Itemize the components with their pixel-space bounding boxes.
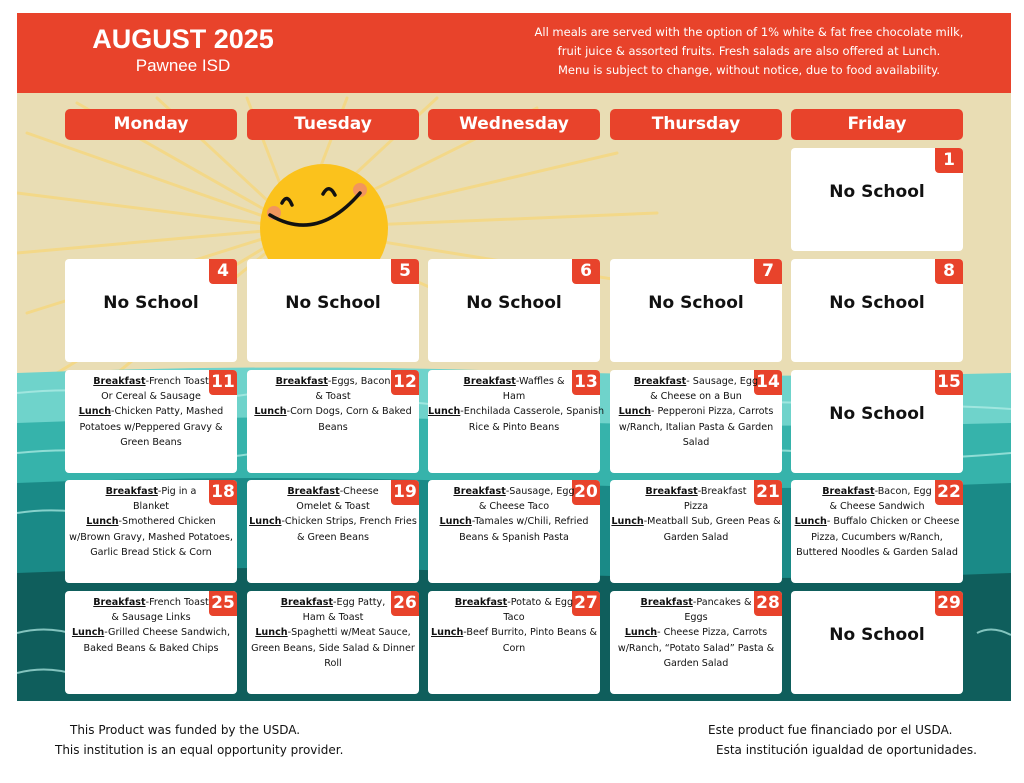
day-number: 12	[391, 370, 419, 395]
lunch-text: Potatoes w/Peppered Gravy &	[79, 421, 223, 433]
menu-text	[247, 374, 419, 435]
no-school-label: No School	[285, 293, 381, 313]
lunch-text: -Smothered Chicken	[118, 516, 216, 528]
calendar-day	[610, 259, 782, 362]
breakfast-label: Breakfast	[287, 486, 340, 497]
day-number: 29	[935, 591, 963, 616]
lunch-label: Lunch	[249, 516, 282, 528]
day-number: 8	[935, 259, 963, 284]
lunch-text: -Spaghetti w/Meat Sauce,	[287, 627, 411, 639]
breakfast-text: Taco	[503, 612, 525, 624]
breakfast-text: -Breakfast	[697, 486, 747, 497]
menu-text	[428, 374, 605, 435]
breakfast-text: Omelet & Toast	[296, 501, 370, 513]
breakfast-text: - Sausage, Egg	[686, 376, 759, 387]
calendar-day	[791, 148, 963, 251]
lunch-text: Rice & Pinto Beans	[468, 421, 560, 433]
lunch-text: -Corn Dogs, Corn & Baked	[286, 406, 412, 418]
lunch-text: -Grilled Cheese Sandwich,	[104, 627, 231, 639]
lunch-text: w/Ranch, Italian Pasta & Garden	[618, 421, 774, 433]
day-number: 26	[391, 591, 419, 616]
breakfast-label: Breakfast	[275, 376, 328, 387]
day-number: 11	[209, 370, 237, 395]
breakfast-label: Breakfast	[454, 597, 508, 608]
notice-line: fruit juice & assorted fruits. Fresh salads are also offered at Lunch.	[557, 44, 941, 58]
calendar-day	[65, 259, 237, 362]
lunch-text: Baked Beans & Baked Chips	[83, 642, 219, 654]
lunch-text: - Pepperoni Pizza, Carrots	[650, 406, 774, 418]
breakfast-text: & Cheese Taco	[478, 501, 550, 513]
no-school-label: No School	[829, 293, 925, 313]
day-number: 28	[754, 591, 782, 616]
day-number: 5	[391, 259, 419, 284]
day-header-tuesday: Tuesday	[247, 109, 419, 140]
district-name: Pawnee ISD	[135, 56, 231, 75]
footer-usda-en: This Product was funded by the USDA.	[70, 723, 301, 737]
calendar-day	[65, 591, 237, 694]
breakfast-text: Ham & Toast	[302, 612, 364, 624]
breakfast-text: & Cheese Sandwich	[829, 501, 925, 513]
day-number: 1	[935, 148, 963, 173]
calendar-day	[247, 370, 419, 473]
day-number: 6	[572, 259, 600, 284]
page-title: AUGUST 2025	[92, 24, 274, 54]
no-school-label: No School	[648, 293, 744, 313]
calendar-day	[428, 259, 600, 362]
calendar-day	[791, 480, 963, 583]
day-number: 13	[572, 370, 600, 395]
breakfast-text: -Potato & Egg	[507, 597, 574, 608]
lunch-text: Beans	[318, 421, 348, 433]
menu-text	[247, 484, 419, 545]
menu-text	[65, 374, 237, 450]
lunch-text: -Chicken Patty, Mashed	[111, 406, 224, 418]
lunch-label: Lunch	[611, 516, 644, 528]
breakfast-label: Breakfast	[93, 376, 146, 387]
breakfast-text: -Waffles &	[515, 376, 565, 387]
calendar-day	[428, 591, 600, 694]
breakfast-text: & Toast	[315, 391, 351, 403]
lunch-text: - Cheese Pizza, Carrots	[657, 627, 768, 639]
lunch-label: Lunch	[439, 516, 472, 528]
breakfast-text: -French Toast	[145, 597, 209, 608]
no-school-label: No School	[829, 182, 925, 202]
lunch-text: -Chicken Strips, French Fries	[281, 516, 417, 528]
lunch-text: Garden Salad	[663, 657, 729, 669]
breakfast-label: Breakfast	[640, 597, 693, 608]
lunch-text: Garden Salad	[663, 531, 729, 543]
lunch-label: Lunch	[78, 406, 112, 418]
lunch-text: Green Beans, Side Salad & Dinner	[251, 642, 415, 654]
lunch-label: Lunch	[618, 406, 651, 418]
lunch-text: Roll	[324, 657, 342, 669]
calendar-day	[610, 591, 782, 694]
calendar-day	[65, 480, 237, 583]
footer-usda-es: Este product fue financiado por el USDA.	[708, 723, 953, 737]
breakfast-text: -Cheese	[339, 486, 379, 497]
day-number: 7	[754, 259, 782, 284]
lunch-text: & Green Beans	[296, 531, 370, 543]
day-number: 20	[572, 480, 600, 505]
footer-equal-opportunity-es: Esta institución igualdad de oportunidades.	[716, 743, 977, 757]
day-number: 14	[754, 370, 782, 395]
breakfast-label: Breakfast	[463, 376, 516, 387]
menu-text	[65, 484, 237, 560]
lunch-label: Lunch	[624, 627, 658, 639]
day-number: 19	[391, 480, 419, 505]
calendar-day	[610, 480, 782, 583]
calendar-day	[65, 370, 237, 473]
breakfast-text: Pizza	[683, 501, 709, 513]
calendar-frame	[17, 13, 1011, 701]
calendar-day	[428, 370, 605, 473]
menu-text	[791, 484, 963, 560]
breakfast-text: Ham	[502, 391, 526, 403]
calendar-day	[247, 591, 419, 694]
breakfast-label: Breakfast	[280, 597, 334, 608]
menu-text	[610, 374, 782, 450]
day-number: 4	[209, 259, 237, 284]
calendar-day	[791, 370, 963, 473]
day-number: 22	[935, 480, 963, 505]
no-school-label: No School	[829, 625, 925, 645]
lunch-text: -Tamales w/Chili, Refried	[471, 516, 589, 528]
notice-line: Menu is subject to change, without notice, due to food availability.	[557, 63, 940, 77]
breakfast-text: & Sausage Links	[111, 612, 191, 624]
calendar-day	[247, 259, 419, 362]
no-school-label: No School	[466, 293, 562, 313]
day-header-friday: Friday	[791, 109, 963, 140]
lunch-text: - Buffalo Chicken or Cheese	[826, 516, 960, 528]
day-number: 27	[572, 591, 600, 616]
no-school-label: No School	[103, 293, 199, 313]
notice-line: All meals are served with the option of 1% white & fat free chocolate milk,	[534, 25, 964, 39]
lunch-text: w/Ranch, “Potato Salad” Pasta &	[617, 642, 775, 654]
calendar-day	[791, 259, 963, 362]
lunch-label: Lunch	[428, 406, 461, 418]
lunch-text: Corn	[502, 642, 526, 654]
breakfast-text: -Eggs, Bacon	[327, 376, 391, 387]
lunch-text: -Enchilada Casserole, Spanish	[460, 406, 605, 418]
breakfast-text: -Sausage, Egg	[505, 486, 575, 497]
breakfast-text: -Egg Patty,	[333, 597, 386, 608]
breakfast-label: Breakfast	[93, 597, 146, 608]
lunch-label: Lunch	[255, 627, 288, 639]
day-header-monday: Monday	[65, 109, 237, 140]
lunch-label: Lunch	[86, 516, 119, 528]
breakfast-label: Breakfast	[453, 486, 506, 497]
breakfast-text: Eggs	[684, 612, 708, 624]
calendar-day	[610, 370, 782, 473]
breakfast-label: Breakfast	[645, 486, 698, 497]
lunch-text: -Meatball Sub, Green Peas &	[643, 516, 781, 528]
menu-text	[428, 595, 600, 656]
breakfast-text: -Bacon, Egg	[874, 486, 932, 497]
meal-notice	[509, 23, 989, 80]
menu-text	[610, 484, 782, 545]
breakfast-label: Breakfast	[105, 486, 158, 497]
calendar-day	[791, 591, 963, 694]
day-number: 15	[935, 370, 963, 395]
breakfast-text: Or Cereal & Sausage	[101, 391, 201, 403]
page-header	[17, 13, 1011, 93]
breakfast-label: Breakfast	[822, 486, 875, 497]
lunch-label: Lunch	[254, 406, 287, 418]
no-school-label: No School	[829, 404, 925, 424]
menu-text	[428, 484, 600, 545]
breakfast-text: -French Toast	[145, 376, 209, 387]
breakfast-label: Breakfast	[633, 376, 687, 387]
menu-text	[247, 595, 419, 671]
lunch-text: Beans & Spanish Pasta	[459, 531, 569, 543]
lunch-text: Green Beans	[120, 436, 182, 448]
lunch-text: -Beef Burrito, Pinto Beans &	[463, 627, 597, 639]
breakfast-text: -Pancakes &	[692, 597, 752, 608]
lunch-label: Lunch	[431, 627, 464, 639]
breakfast-text: & Cheese on a Bun	[650, 391, 742, 403]
menu-text	[65, 595, 237, 656]
lunch-text: Garlic Bread Stick & Corn	[90, 546, 212, 558]
breakfast-text: Blanket	[132, 501, 170, 513]
day-header-wednesday: Wednesday	[428, 109, 600, 140]
menu-text	[610, 595, 782, 671]
lunch-label: Lunch	[794, 516, 827, 528]
calendar-day	[247, 480, 419, 583]
day-number: 18	[209, 480, 237, 505]
lunch-text: w/Brown Gravy, Mashed Potatoes,	[69, 531, 233, 543]
lunch-text: Buttered Noodles & Garden Salad	[796, 546, 958, 558]
lunch-label: Lunch	[71, 627, 105, 639]
lunch-text: Salad	[682, 436, 710, 448]
footer-equal-opportunity-en: This institution is an equal opportunity provider.	[55, 743, 344, 757]
day-number: 21	[754, 480, 782, 505]
day-number: 25	[209, 591, 237, 616]
calendar-day	[428, 480, 600, 583]
breakfast-text: -Pig in a	[157, 486, 197, 497]
lunch-text: Pizza, Cucumbers w/Ranch,	[811, 531, 943, 543]
day-header-thursday: Thursday	[610, 109, 782, 140]
